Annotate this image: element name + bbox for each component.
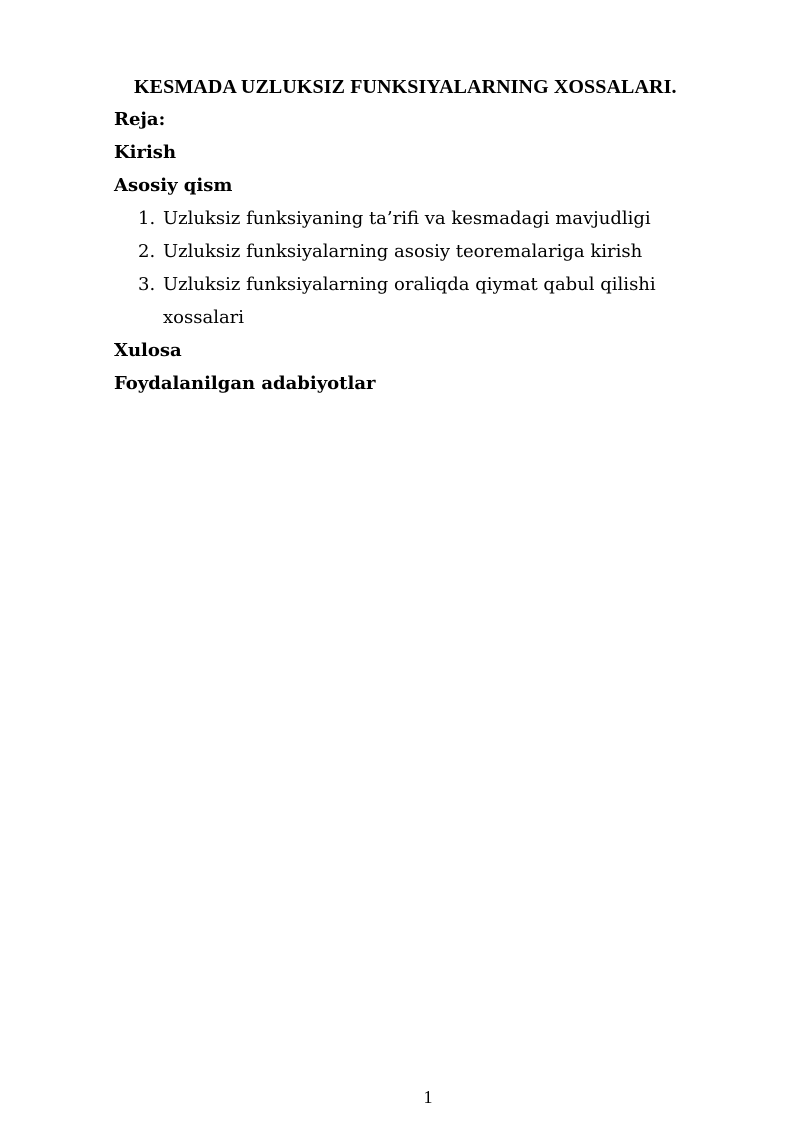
list-item-number: 2. xyxy=(138,241,156,262)
list-item xyxy=(138,241,642,262)
list-item-text: Uzluksiz funksiyalarning asosiy teoremalariga kirish xyxy=(163,241,643,262)
list-item xyxy=(138,208,651,229)
section-intro: Kirish xyxy=(114,142,177,163)
section-main: Asosiy qism xyxy=(114,175,233,196)
list-item xyxy=(138,274,656,295)
section-conclusion: Xulosa xyxy=(114,340,182,361)
plan-label: Reja: xyxy=(114,109,166,130)
list-item-continuation: xossalari xyxy=(163,307,245,328)
document-title: KESMADA UZLUKSIZ FUNKSIYALARNING XOSSALARI. xyxy=(134,76,677,98)
list-item-text: Uzluksiz funksiyaning ta’rifi va kesmadagi mavjudligi xyxy=(163,208,651,229)
list-item-number: 1. xyxy=(138,208,156,229)
section-references: Foydalanilgan adabiyotlar xyxy=(114,373,376,394)
page-number: 1 xyxy=(423,1087,433,1107)
list-item-text: Uzluksiz funksiyalarning oraliqda qiymat qabul qilishi xyxy=(163,274,656,295)
list-item-number: 3. xyxy=(138,274,156,295)
